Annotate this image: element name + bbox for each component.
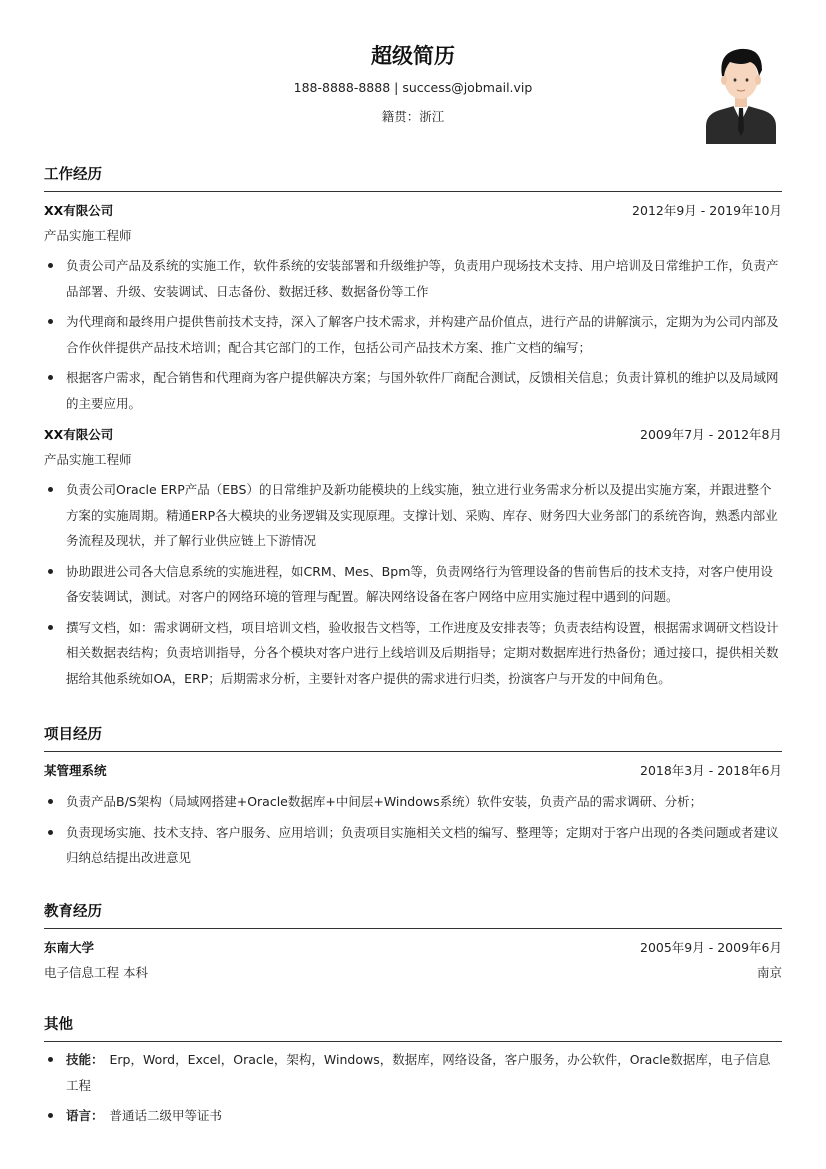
list-item: 撰写文档，如：需求调研文档，项目培训文档，验收报告文档等，工作进度及安排表等；负责表结构设置，根据需求调研文档设计相关数据表结构；负责培训指导，分各个模块对客户进行上线培训及后期指导；定期对数据库进行热备份；通过接口，提供相关数据给其他系统如OA，ERP；后期需求分析，主要针对客户提供的需求进行归类，扮演客户与开发的中间角色。 bbox=[44, 615, 782, 692]
company-name: XX有限公司 bbox=[44, 203, 114, 218]
list-item: 协助跟进公司各大信息系统的实施进程，如CRM、Mes、Bpm等，负责网络行为管理设备的售前售后的技术支持，对客户使用设备安装调试，测试。对客户的网络环境的管理与配置。解决网络设备在客户网络中应用实施过程中遇到的问题。 bbox=[44, 559, 782, 610]
resume-header bbox=[0, 0, 826, 150]
language-text: 普通话二级甲等证书 bbox=[109, 1108, 223, 1123]
entry-header bbox=[44, 935, 782, 961]
major-degree: 电子信息工程 本科 bbox=[44, 965, 148, 980]
date-range: 2018年3月 - 2018年6月 bbox=[640, 763, 782, 778]
list-item: 根据客户需求，配合销售和代理商为客户提供解决方案；与国外软件厂商配合测试，反馈相关信息；负责计算机的维护以及局域网的主要应用。 bbox=[44, 365, 782, 416]
section-title: 其他 bbox=[44, 1014, 782, 1042]
entry-header bbox=[44, 198, 782, 224]
section-title: 工作经历 bbox=[44, 164, 782, 192]
resume-name: 超级简历 bbox=[371, 44, 455, 68]
bullet-list bbox=[44, 253, 782, 416]
list-item: 负责产品B/S架构（局域网搭建+Oracle数据库+中间层+Windows系统）软件安装，负责产品的需求调研、分析； bbox=[44, 789, 782, 815]
skills-text: Erp，Word，Excel，Oracle，架构，Windows，数据库，网络设备，客户服务，办公软件，Oracle数据库，电子信息工程 bbox=[66, 1052, 771, 1093]
section-title: 项目经历 bbox=[44, 724, 782, 752]
bullet-list bbox=[44, 477, 782, 691]
list-item: 负责公司Oracle ERP产品（EBS）的日常维护及新功能模块的上线实施，独立进行业务需求分析以及提出实施方案，并跟进整个方案的实施周期。精通ERP各大模块的业务逻辑及实现原理。支撑计划、采购、库存、财务四大业务部门的系统咨询，熟悉内部业务流程及现状，并了解行业供应链上下游情况 bbox=[44, 477, 782, 554]
date-range: 2005年9月 - 2009年6月 bbox=[640, 940, 782, 955]
list-item: 负责现场实施、技术支持、客户服务、应用培训；负责项目实施相关文档的编写、整理等；定期对于客户出现的各类问题或者建议归纳总结提出改进意见 bbox=[44, 820, 782, 871]
skills-item bbox=[44, 1047, 782, 1098]
school-city: 南京 bbox=[756, 965, 782, 980]
language-item bbox=[44, 1103, 782, 1129]
date-range: 2012年9月 - 2019年10月 bbox=[632, 203, 782, 218]
job-role: 产品实施工程师 bbox=[44, 452, 132, 467]
section-title: 教育经历 bbox=[44, 901, 782, 929]
job-role: 产品实施工程师 bbox=[44, 228, 132, 243]
skills-label: 技能： bbox=[66, 1052, 104, 1067]
date-range: 2009年7月 - 2012年8月 bbox=[640, 427, 782, 442]
school-name: 东南大学 bbox=[44, 940, 95, 955]
entry-header bbox=[44, 758, 782, 784]
company-name: XX有限公司 bbox=[44, 427, 114, 442]
work-section bbox=[44, 164, 782, 691]
avatar bbox=[704, 44, 778, 144]
bullet-list bbox=[44, 789, 782, 871]
list-item: 负责公司产品及系统的实施工作，软件系统的安装部署和升级维护等，负责用户现场技术支持、用户培训及日常维护工作，负责产品部署、升级、安装调试、日志备份、数据迁移、数据备份等工作 bbox=[44, 253, 782, 304]
language-label: 语言： bbox=[66, 1108, 104, 1123]
origin-info: 籍贯：浙江 bbox=[381, 109, 445, 124]
entry-header bbox=[44, 422, 782, 448]
education-detail-row bbox=[44, 961, 782, 985]
bullet-list bbox=[44, 1047, 782, 1129]
project-section bbox=[44, 724, 782, 871]
education-section bbox=[44, 901, 782, 985]
list-item: 为代理商和最终用户提供售前技术支持，深入了解客户技术需求，并构建产品价值点，进行产品的讲解演示，定期为为公司内部及合作伙伴提供产品技术培训；配合其它部门的工作，包括公司产品技术方案、推广文档的编写； bbox=[44, 309, 782, 360]
project-name: 某管理系统 bbox=[44, 763, 107, 778]
contact-info: 188-8888-8888 | success@jobmail.vip bbox=[293, 80, 533, 95]
other-section bbox=[44, 1014, 782, 1129]
